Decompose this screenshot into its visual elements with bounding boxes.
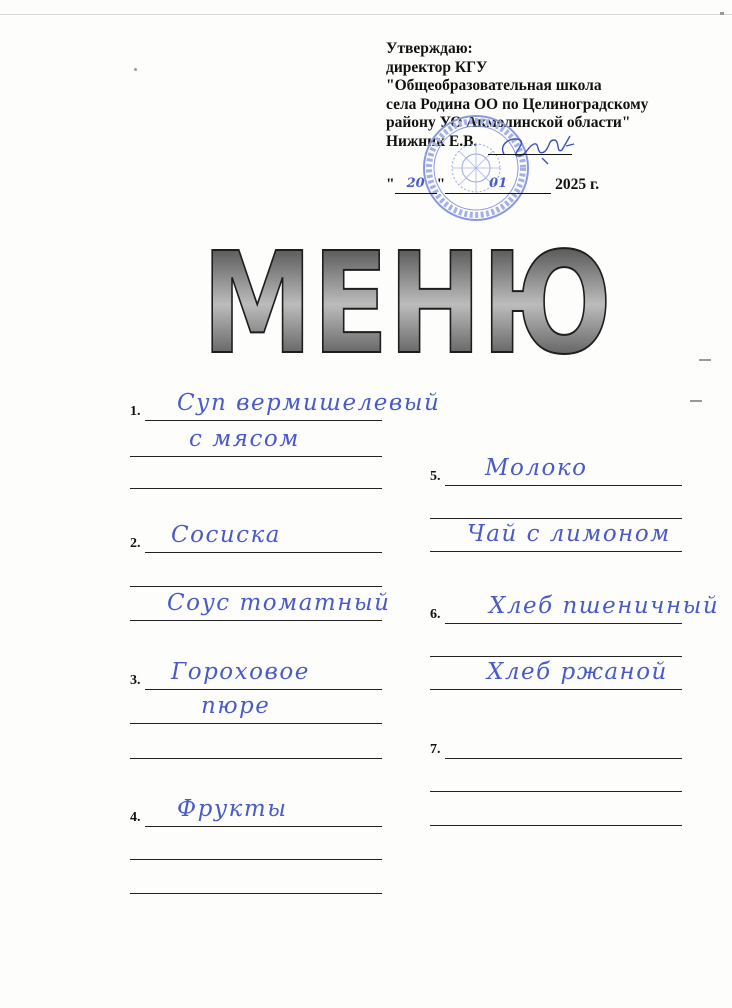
director-name: Нижник Е.В. — [386, 132, 478, 150]
menu-title-text: МЕНЮ — [202, 223, 612, 386]
menu-item-blank-line — [145, 826, 382, 827]
menu-item-blank-line — [430, 825, 682, 826]
quote-mark: " — [436, 176, 446, 193]
menu-item-handwritten-text: Гороховое — [171, 659, 310, 685]
menu-item-blank-line — [430, 518, 682, 519]
approval-line: району УО Акмолинской области" — [386, 114, 631, 132]
menu-item-blank-line — [130, 859, 382, 860]
menu-item-blank-line — [145, 552, 382, 553]
quote-mark: " — [386, 176, 395, 193]
menu-item-handwritten-text: Чай с лимоном — [467, 521, 671, 547]
menu-item-blank-line — [130, 488, 382, 489]
menu-item-blank-line — [445, 758, 682, 759]
menu-item-handwritten-text: Молоко — [485, 455, 588, 481]
date-month-handwritten: 01 — [489, 176, 508, 191]
menu-item-number: 6. — [430, 607, 441, 622]
official-seal-stamp — [420, 112, 532, 224]
menu-item-blank-line — [430, 656, 682, 657]
menu-item-handwritten-text: Фрукты — [177, 796, 288, 822]
page-edge — [0, 14, 732, 15]
menu-title — [192, 223, 622, 386]
date-year: 2025 г. — [555, 176, 600, 193]
menu-item-handwritten-text: пюре — [201, 693, 271, 719]
date-day-field — [395, 177, 437, 194]
menu-item-number: 1. — [130, 404, 141, 419]
menu-item-blank-line — [445, 485, 682, 486]
menu-item-number: 7. — [430, 742, 441, 757]
director-signature — [490, 132, 580, 166]
approval-date — [386, 176, 599, 194]
approval-line: "Общеобразовательная школа — [386, 77, 602, 95]
scan-speck — [699, 359, 711, 361]
menu-item-number: 4. — [130, 810, 141, 825]
menu-item-blank-line — [145, 689, 382, 690]
menu-item-blank-line — [430, 689, 682, 690]
menu-item-blank-line — [130, 758, 382, 759]
menu-item-handwritten-text: Соус томатный — [167, 590, 391, 616]
menu-item-blank-line — [430, 551, 682, 552]
menu-item-blank-line — [445, 623, 682, 624]
scan-speck — [134, 68, 137, 71]
menu-item-number: 2. — [130, 536, 141, 551]
menu-item-number: 5. — [430, 469, 441, 484]
menu-item-blank-line — [145, 420, 382, 421]
menu-item-handwritten-text: Хлеб ржаной — [487, 659, 668, 685]
menu-item-number: 3. — [130, 673, 141, 688]
date-day-handwritten: 20 — [406, 176, 425, 191]
menu-item-handwritten-text: Сосиска — [171, 522, 281, 548]
menu-item-blank-line — [130, 456, 382, 457]
menu-item-handwritten-text: с мясом — [189, 426, 300, 452]
date-month-field — [445, 177, 551, 194]
scan-speck — [690, 400, 702, 402]
approval-line: Утверждаю: — [386, 40, 473, 57]
signature-line — [488, 154, 572, 155]
approval-line: села Родина ОО по Целиноградскому — [386, 95, 649, 113]
menu-item-blank-line — [130, 893, 382, 894]
menu-item-handwritten-text: Суп вермишелевый — [177, 390, 441, 416]
scan-speck — [720, 12, 724, 15]
menu-item-handwritten-text: Хлеб пшеничный — [489, 593, 720, 619]
menu-item-blank-line — [430, 791, 682, 792]
menu-item-blank-line — [130, 723, 382, 724]
menu-item-blank-line — [130, 586, 382, 587]
approval-line: директор КГУ — [386, 58, 488, 76]
menu-item-blank-line — [130, 620, 382, 621]
